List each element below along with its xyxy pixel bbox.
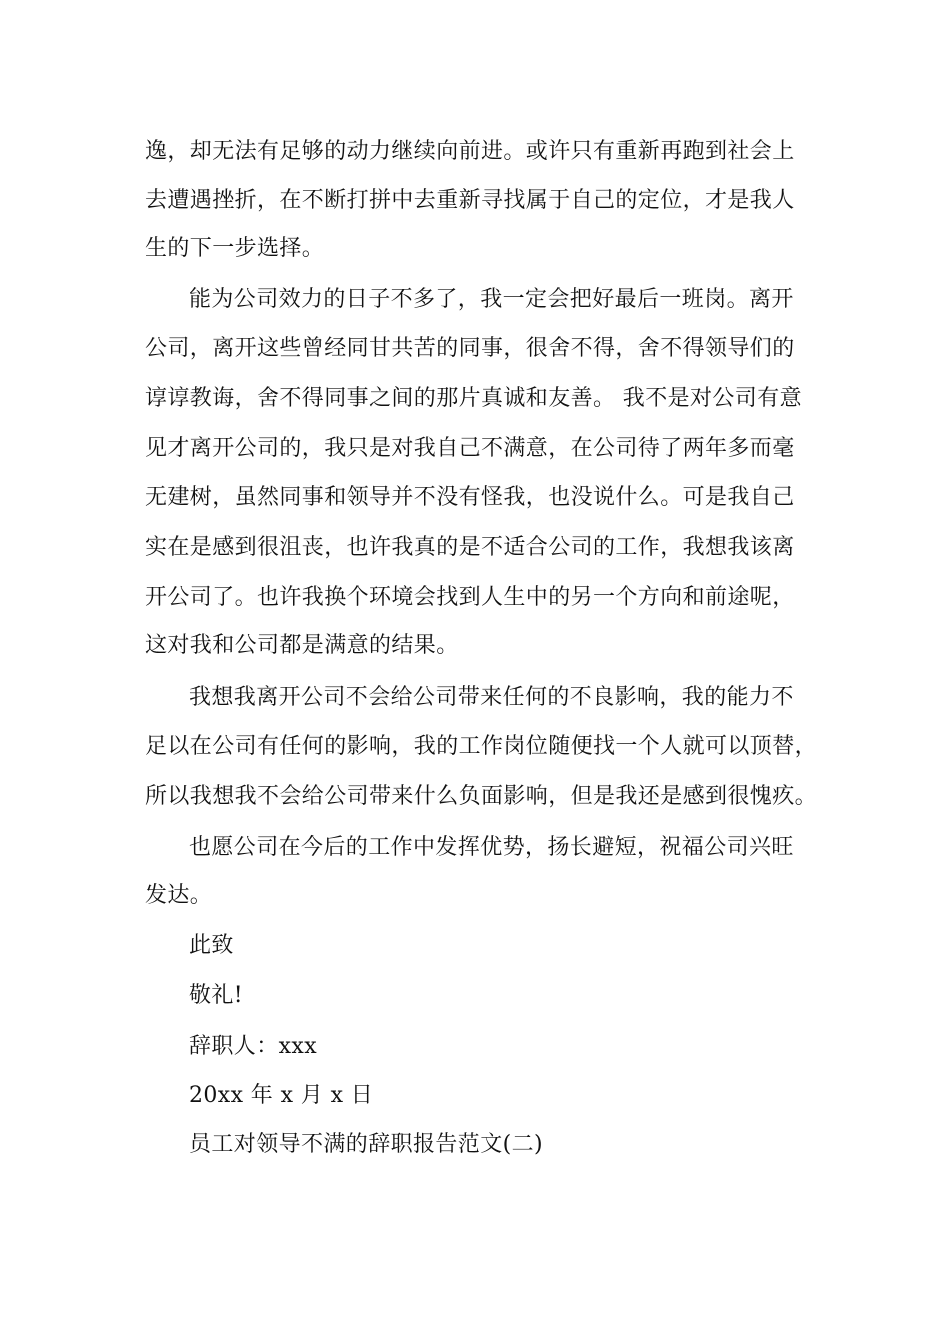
paragraph-line: 我想我离开公司不会给公司带来任何的不良影响，我的能力不 — [189, 685, 794, 710]
paragraph-line: 谆谆教诲，舍不得同事之间的那片真诚和友善。 我不是对公司有意 — [145, 386, 802, 411]
next-section-title: 员工对领导不满的辞职报告范文(二) — [189, 1132, 543, 1157]
paragraph-line: 去遭遇挫折，在不断打拼中去重新寻找属于自己的定位，才是我人 — [145, 188, 795, 213]
paragraph-line: 开公司了。也许我换个环境会找到人生中的另一个方向和前途呢， — [145, 585, 795, 610]
paragraph-line: 公司，离开这些曾经同甘共苦的同事，很舍不得，舍不得领导们的 — [145, 336, 795, 361]
paragraph-line: 所以我想我不会给公司带来什么负面影响，但是我还是感到很愧疚。 — [145, 784, 818, 809]
closing-respect: 敬礼! — [189, 983, 244, 1008]
paragraph-line: 也愿公司在今后的工作中发挥优势，扬长避短，祝福公司兴旺 — [189, 835, 794, 860]
paragraph-line: 发达。 — [145, 883, 213, 908]
paragraph-line: 足以在公司有任何的影响，我的工作岗位随便找一个人就可以顶替， — [145, 734, 818, 759]
signatory-line: 辞职人：xxx — [189, 1034, 318, 1059]
paragraph-line: 逸，却无法有足够的动力继续向前进。或许只有重新再跑到社会上 — [145, 139, 795, 164]
paragraph-line: 能为公司效力的日子不多了，我一定会把好最后一班岗。离开 — [189, 287, 794, 312]
paragraph-line: 这对我和公司都是满意的结果。 — [145, 633, 459, 658]
paragraph-line: 实在是感到很沮丧，也许我真的是不适合公司的工作，我想我该离 — [145, 535, 795, 560]
paragraph-line: 见才离开公司的，我只是对我自己不满意，在公司待了两年多而毫 — [145, 436, 795, 461]
date-line: 20xx 年 x 月 x 日 — [189, 1083, 374, 1108]
closing-salutation: 此致 — [189, 933, 234, 958]
paragraph-line: 无建树，虽然同事和领导并不没有怪我，也没说什么。可是我自己 — [145, 485, 795, 510]
paragraph-line: 生的下一步选择。 — [145, 236, 325, 261]
